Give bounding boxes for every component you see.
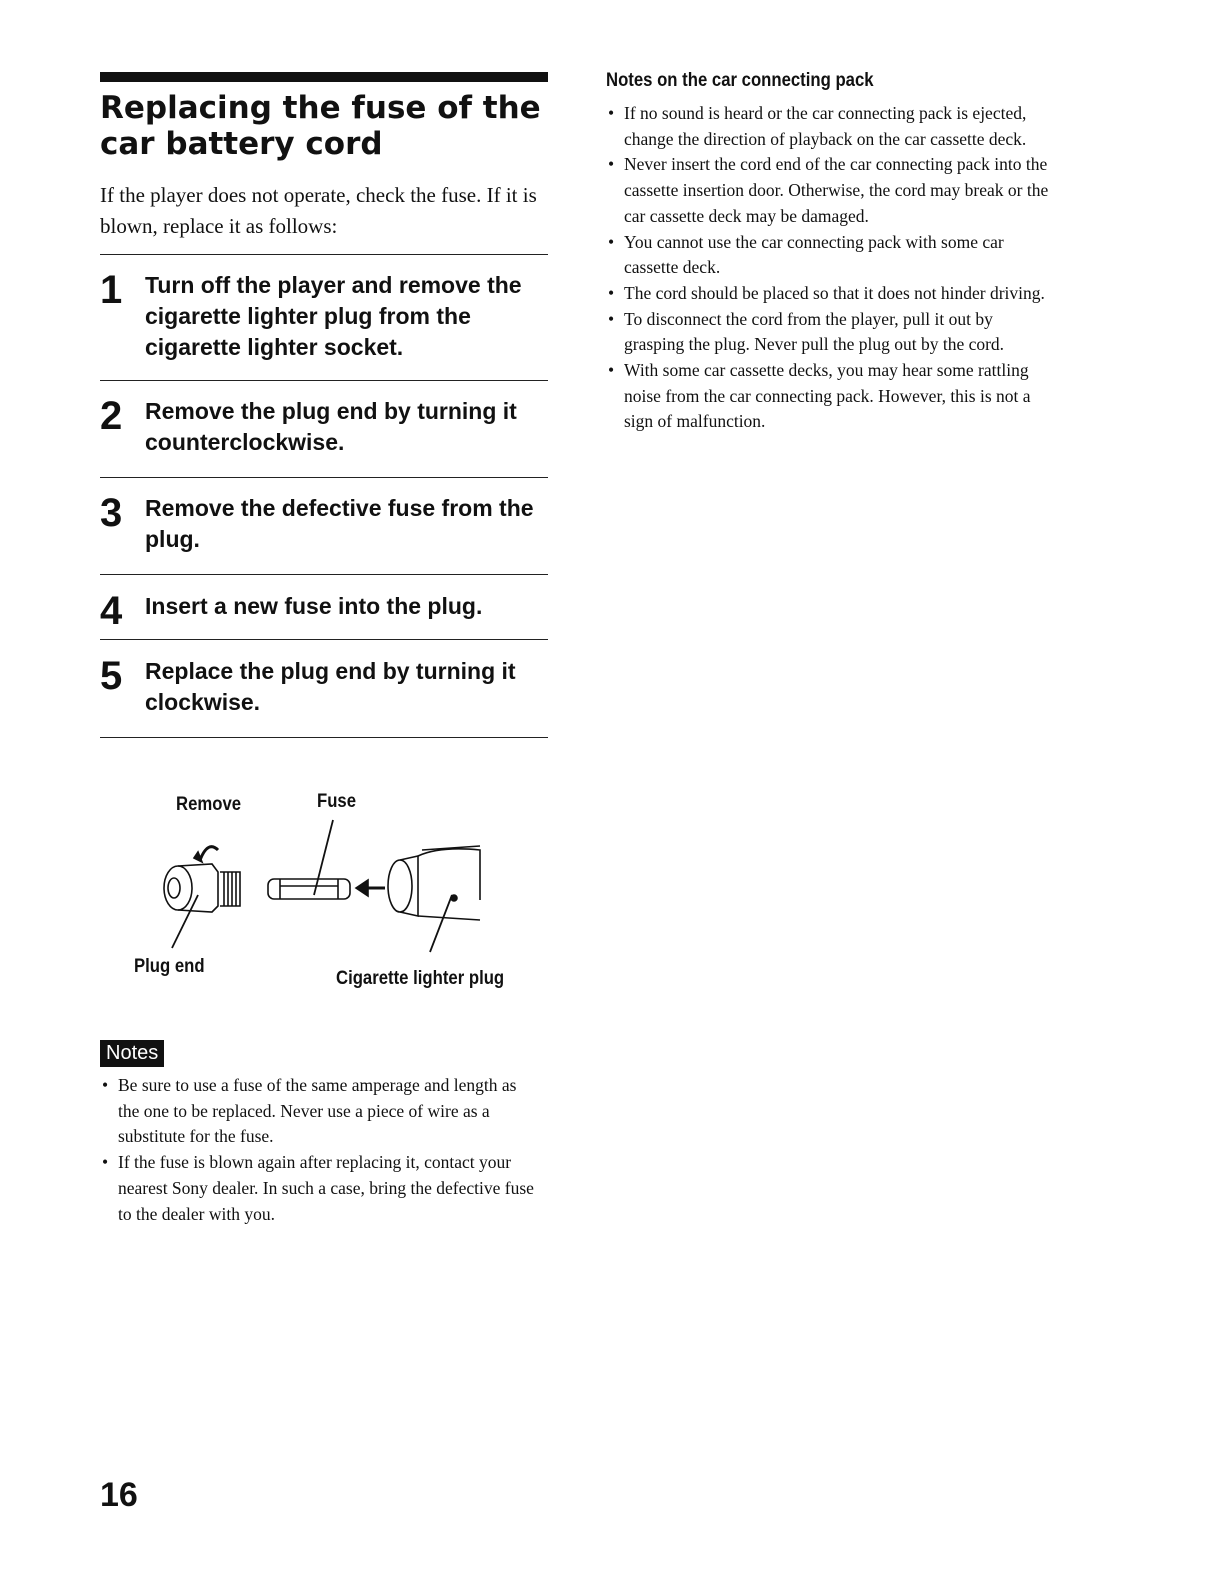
fuse-replacement-diagram bbox=[100, 780, 560, 1010]
car-pack-notes-list bbox=[606, 101, 1051, 435]
notes-badge: Notes bbox=[100, 1040, 164, 1067]
rotate-arrow-icon bbox=[200, 847, 218, 860]
step-text: Remove the defective fuse from the plug. bbox=[145, 495, 534, 552]
cigarette-plug-shape bbox=[388, 860, 412, 912]
step-number: 2 bbox=[100, 394, 123, 438]
intro-text: If the player does not operate, check the fuse. If it is blown, replace it as follows: bbox=[100, 183, 537, 238]
title-bar-rule bbox=[100, 72, 548, 82]
page-number: 16 bbox=[100, 1476, 138, 1514]
step-text: Insert a new fuse into the plug. bbox=[145, 593, 483, 619]
step-number: 5 bbox=[100, 654, 123, 698]
step-text: Remove the plug end by turning it counterclockwise. bbox=[145, 398, 517, 455]
fuse-notes-list bbox=[100, 1073, 540, 1227]
remove-label: Remove bbox=[176, 794, 242, 815]
step-divider bbox=[100, 737, 548, 738]
step-number: 3 bbox=[100, 491, 123, 535]
step-text: Replace the plug end by turning it clockwise. bbox=[145, 658, 516, 715]
step-number: 4 bbox=[100, 589, 123, 633]
list-item: • With some car cassette decks, you may hear some rattling noise from the car connecting pack. However, this is not a sign of malfunction. bbox=[606, 358, 1051, 435]
fuse-label: Fuse bbox=[317, 791, 357, 812]
step-divider bbox=[100, 380, 548, 381]
step-number: 1 bbox=[100, 268, 123, 312]
list-item: • The cord should be placed so that it does not hinder driving. bbox=[606, 281, 1051, 307]
step-divider bbox=[100, 254, 548, 255]
list-item: • Never insert the cord end of the car connecting pack into the cassette insertion door. Otherwise, the cord may break or the car cassette deck may be damaged. bbox=[606, 152, 1051, 229]
plug-end-label: Plug end bbox=[134, 956, 205, 977]
step-text: Turn off the player and remove the cigarette lighter plug from the cigarette lighter socket. bbox=[145, 272, 522, 360]
list-item: • If no sound is heard or the car connecting pack is ejected, change the direction of playback on the car cassette deck. bbox=[606, 101, 1051, 152]
step-divider bbox=[100, 574, 548, 575]
list-item: • To disconnect the cord from the player, pull it out by grasping the plug. Never pull the plug out by the cord. bbox=[606, 307, 1051, 358]
cigarette-plug-label: Cigarette lighter plug bbox=[336, 968, 505, 989]
page-title: Replacing the fuse of the car battery cord bbox=[100, 90, 541, 162]
list-item: • Be sure to use a fuse of the same amperage and length as the one to be replaced. Never use a piece of wire as a substitute for the fuse. bbox=[100, 1073, 540, 1150]
list-item: • If the fuse is blown again after replacing it, contact your nearest Sony dealer. In such a case, bring the defective fuse to the dealer with you. bbox=[100, 1150, 540, 1227]
fuse-illustration bbox=[100, 780, 560, 1010]
list-item: • You cannot use the car connecting pack with some car cassette deck. bbox=[606, 230, 1051, 281]
step-divider bbox=[100, 477, 548, 478]
car-pack-heading: Notes on the car connecting pack bbox=[606, 70, 874, 91]
step-divider bbox=[100, 639, 548, 640]
